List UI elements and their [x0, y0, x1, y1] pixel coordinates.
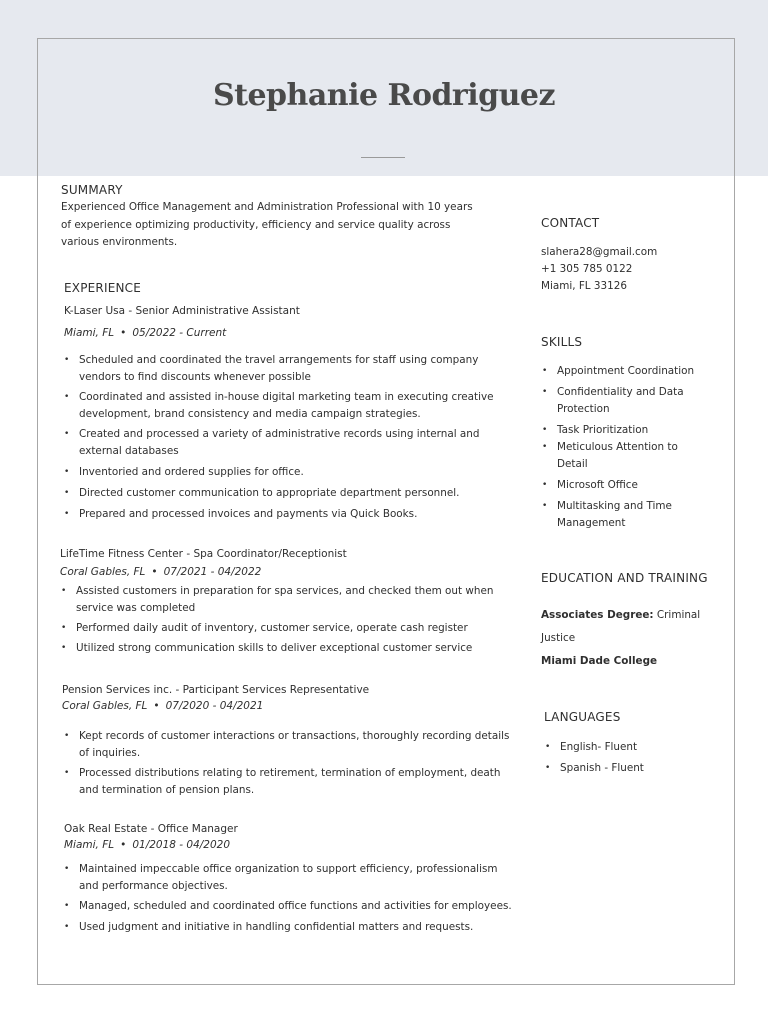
skill-item — [540, 422, 730, 439]
job-bullets — [59, 583, 509, 657]
degree-label: Associates Degree: — [541, 609, 654, 621]
bullet-line: and termination of pension plans. — [79, 784, 255, 796]
bullet-line: • Assisted customers in preparation for spa services, and checked them out when — [76, 585, 494, 597]
skill-line: • Multitasking and Time — [557, 500, 672, 512]
job-dates: 05/2022 - Current — [132, 327, 227, 339]
job-dates: 07/2020 - 04/2021 — [165, 700, 264, 712]
bullet-item — [62, 352, 512, 386]
job-location: Miami, FL — [64, 839, 115, 851]
skill-line: • Confidentiality and Data — [557, 386, 684, 398]
bullet-line: • Directed customer communication to appropriate department personnel. — [79, 487, 460, 499]
bullet-line: • Performed daily audit of inventory, customer service, operate cash register — [76, 622, 468, 634]
degree-field: Criminal — [656, 609, 701, 621]
skill-item — [540, 498, 730, 532]
job-dates: 01/2018 - 04/2020 — [132, 839, 231, 851]
candidate-name: Stephanie Rodriguez — [212, 78, 556, 113]
bullet-line: • Maintained impeccable office organization to support efficiency, professionalism — [79, 863, 498, 875]
skill-item — [540, 384, 730, 418]
summary-line: Experienced Office Management and Administration Professional with 10 years — [61, 201, 473, 213]
skill-item — [540, 439, 730, 473]
meta-separator: • — [151, 566, 158, 578]
job-title: Oak Real Estate - Office Manager — [64, 823, 238, 835]
bullet-line: vendors to find discounts whenever possible — [79, 371, 311, 383]
bullet-item — [62, 506, 512, 523]
skill-line: Management — [557, 517, 626, 529]
bullet-line: and performance objectives. — [79, 880, 228, 892]
skills-list — [540, 363, 730, 532]
job-bullets — [62, 728, 512, 799]
bullet-line: external databases — [79, 445, 179, 457]
bullet-item — [59, 620, 509, 637]
skill-line: Protection — [557, 403, 610, 415]
bullet-item — [62, 485, 512, 502]
bullet-line: service was completed — [76, 602, 196, 614]
skill-item — [540, 363, 730, 380]
contact-phone[interactable]: +1 305 785 0122 — [541, 263, 633, 275]
job-location: Coral Gables, FL — [60, 566, 146, 578]
summary-line: of experience optimizing productivity, efficiency and service quality across — [61, 218, 451, 231]
name-divider — [361, 157, 405, 158]
bullet-item — [62, 426, 512, 460]
bullet-item — [62, 728, 512, 762]
education-heading: EDUCATION AND TRAINING — [541, 571, 708, 585]
meta-separator: • — [120, 327, 127, 339]
bullet-line: • Used judgment and initiative in handling confidential matters and requests. — [79, 921, 474, 933]
skill-line: Detail — [557, 458, 588, 470]
job-bullets — [62, 352, 512, 523]
experience-heading: EXPERIENCE — [64, 281, 142, 295]
job-bullets — [62, 861, 512, 936]
languages-heading: LANGUAGES — [544, 710, 621, 724]
skill-line: • Task Prioritization — [557, 424, 649, 436]
languages-list — [543, 739, 723, 777]
job-title: LifeTime Fitness Center - Spa Coordinator/Receptionist — [60, 548, 347, 560]
bullet-line: • Managed, scheduled and coordinated office functions and activities for employees. — [79, 900, 512, 912]
bullet-line: • Utilized strong communication skills to deliver exceptional customer service — [76, 642, 473, 654]
summary-text — [61, 199, 473, 252]
bullet-line: • Prepared and processed invoices and payments via Quick Books. — [79, 508, 418, 520]
job-location: Miami, FL — [64, 327, 115, 339]
education-degree — [541, 609, 700, 621]
skill-line: • Meticulous Attention to — [557, 441, 678, 453]
bullet-item — [62, 861, 512, 895]
bullet-line: • Coordinated and assisted in-house digital marketing team in executing creative — [79, 391, 494, 403]
skill-line: • Appointment Coordination — [557, 365, 695, 377]
summary-heading: SUMMARY — [61, 183, 123, 197]
job-meta — [64, 839, 230, 851]
language-item — [543, 739, 723, 756]
job-dates: 07/2021 - 04/2022 — [163, 566, 262, 578]
job-title: K-Laser Usa - Senior Administrative Assistant — [64, 305, 300, 317]
bullet-line: • Processed distributions relating to retirement, termination of employment, death — [79, 767, 501, 779]
skill-item — [540, 477, 730, 494]
job-meta — [60, 566, 261, 578]
bullet-item — [59, 583, 509, 617]
meta-separator: • — [153, 700, 160, 712]
bullet-line: • Scheduled and coordinated the travel arrangements for staff using company — [79, 354, 479, 366]
summary-line: various environments. — [61, 236, 178, 248]
bullet-line: development, brand consistency and media campaign strategies. — [79, 408, 421, 420]
bullet-item — [62, 765, 512, 799]
skills-heading: SKILLS — [541, 335, 583, 349]
bullet-line: of inquiries. — [79, 747, 141, 759]
contact-address: Miami, FL 33126 — [541, 280, 627, 292]
language-item — [543, 760, 723, 777]
job-meta — [62, 700, 263, 712]
bullet-item — [62, 898, 512, 915]
bullet-item — [62, 464, 512, 481]
bullet-item — [62, 389, 512, 423]
meta-separator: • — [120, 839, 127, 851]
bullet-line: • Created and processed a variety of administrative records using internal and — [79, 428, 480, 440]
bullet-line: • Kept records of customer interactions or transactions, thoroughly recording details — [79, 730, 510, 742]
bullet-item — [59, 640, 509, 657]
education-school: Miami Dade College — [541, 655, 658, 667]
bullet-line: • Inventoried and ordered supplies for office. — [79, 466, 304, 478]
language-line: • Spanish - Fluent — [560, 762, 644, 774]
job-meta — [64, 327, 226, 339]
job-title: Pension Services inc. - Participant Services Representative — [62, 684, 370, 696]
contact-heading: CONTACT — [541, 216, 600, 230]
contact-email[interactable]: slahera28@gmail.com — [541, 246, 658, 258]
job-location: Coral Gables, FL — [62, 700, 148, 712]
bullet-item — [62, 919, 512, 936]
skill-line: • Microsoft Office — [557, 479, 638, 491]
degree-field-continued: Justice — [541, 632, 576, 644]
language-line: • English- Fluent — [560, 741, 638, 753]
